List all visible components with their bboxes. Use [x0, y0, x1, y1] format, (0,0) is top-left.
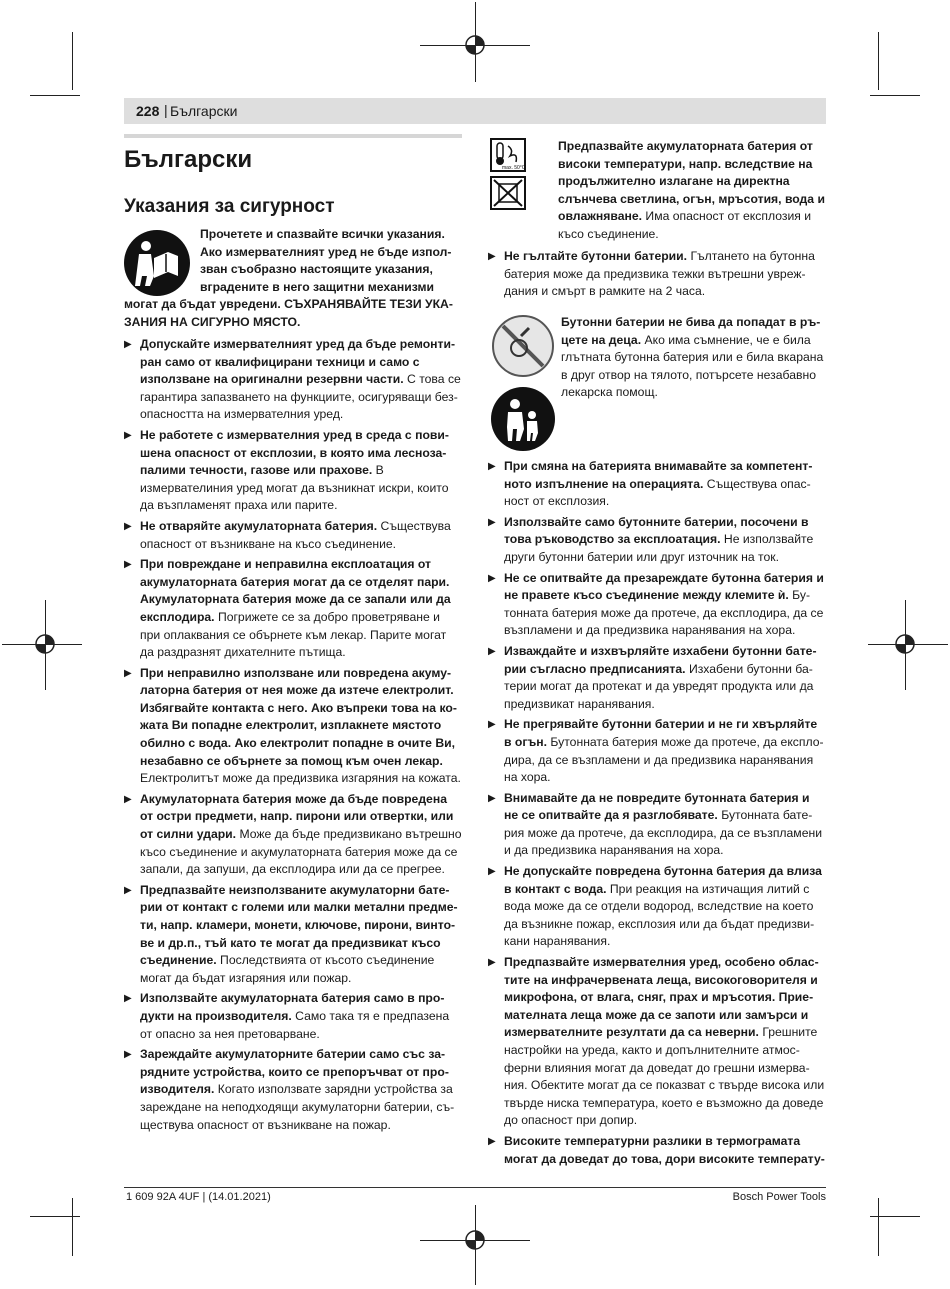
safety-item [124, 518, 462, 553]
registration-mark-icon [463, 33, 487, 57]
safety-item [124, 882, 462, 988]
intro-line: Прочетете и спазвайте всички указания. [200, 227, 445, 241]
bullet-arrow-icon: ▶ [488, 957, 496, 969]
page-header [124, 98, 826, 124]
safety-item [488, 643, 826, 713]
left-column [124, 336, 462, 1137]
bullet-arrow-icon: ▶ [124, 667, 132, 679]
heat-warning-normal: Има опасност от експлозия и късо съединение. [558, 209, 812, 241]
bullet-arrow-icon: ▶ [488, 792, 496, 804]
no-water-fire-icon [490, 176, 526, 210]
intro-line: вградените в него защитни механизми [200, 279, 435, 294]
safety-item-text: Не използвайте други бутонни батерии или друг източник на ток. [504, 532, 814, 564]
safety-item-text: В измервателиния уред могат да възникнат искри, които да възпламенят праха или парите. [140, 463, 449, 513]
safety-item-bold: Не работете с измервателния уред в среда с повишена опасност от експлозии, в която има леснозапалими течности, газове или прахове. [140, 427, 449, 478]
registration-mark-icon [893, 632, 917, 656]
bullet-arrow-icon: ▶ [488, 251, 496, 262]
safety-item-bold: Не допускайте повредена бутонна батерия да влиза в контакт с вода. [504, 864, 822, 896]
safety-item-bold: Не прегрявайте бутонни батерии и не ги хвърляйте в огън. [504, 717, 818, 749]
heat-warning-text [558, 138, 826, 244]
safety-item-text: Съществува опасност от възникване на късо съединение. [140, 518, 451, 551]
footer-rule [124, 1187, 826, 1188]
safety-item-bold: Не отваряйте акумулаторната батерия. [140, 518, 378, 533]
safety-item-text: Когато използвате зарядни устройства за зареждане на неподходящи акумулаторни батерии, съществува опасност от възникване на пожар. [140, 1082, 455, 1132]
safety-item-bold: Не се опитвайте да презареждате бутонна батерия и не правете късо съединение между клемите ѝ. [504, 570, 824, 603]
intro-warning [124, 226, 462, 332]
page-number: 228 [136, 103, 160, 119]
safety-item-bold: Предпазвайте неизползваните акумулаторни батерии от контакт с големи или малки метални предмети, напр. кламери, монети, ключове, пирони, винтове и др.п., тъй като те могат да предизвикат късо съединение. [140, 882, 458, 968]
safety-item-text: Бутонната батерия може да протече, да експлодира, да се възпламени и да предизвика наранявания на хора. [504, 734, 824, 785]
section-title: Указания за сигурност [124, 196, 335, 217]
safety-item-text: Само така тя е предпазена от опасно за нея претоварване. [140, 1008, 450, 1041]
safety-item-text: При реакция на изтичащия литий с вода може да се отдели водород, вследствие на което да възникне пожар, експлозия или да бъдат предизвикани наранявания. [504, 881, 815, 949]
safety-item-bold: Високите температурни разлики в термограмата могат да доведат до това, дори високите температу- [504, 1133, 825, 1166]
safety-item [124, 665, 462, 788]
registration-mark-icon [463, 1228, 487, 1252]
safety-item-bold: При повреждане и неправилна експлоатация от акумулаторната батерия могат да се отделят пари. Акумулаторната батерия може да се запали или да експлодира. [140, 557, 451, 624]
heat-warning-bold: Предпазвайте акумулаторната батерия от високи температури, напр. вследствие на продължително излагане на директна слънчева светлина, огън, мръсотия, вода и овлажняване. [558, 139, 825, 224]
swallow-normal: Гълтането на бутонна батерия може да предизвика тежки вътрешни увреждания и смърт в рамките на 2 часа. [504, 249, 815, 299]
safety-item-text: Погрижете се за добро проветряване и при оплаквания се обърнете към лекар. Парите могат да раздразнят дихателните пътища. [140, 609, 447, 660]
crop-mark [72, 32, 73, 90]
safety-item-text: С това се гарантира запазването на функциите, осигуряващи безопасността на измервателния уред. [140, 372, 461, 422]
safety-item-bold: При смяна на батерията внимавайте за компетентното изпълнение на операцията. [504, 459, 813, 491]
safety-item [488, 514, 826, 567]
intro-line: могат да бъдат увредени. СЪХРАНЯВАЙТЕ ТЕЗИ УКА- [124, 297, 453, 312]
safety-item-text: Грешните настройки на уреда, както и допълнителните атмосферни влияния могат да доведат до грешни измервания. Обектите могат да се показват с твърде висока или твърде ниска температура, което е възможно да доведе до опасност при допир. [504, 1025, 825, 1128]
bullet-arrow-icon: ▶ [488, 1135, 496, 1147]
safety-item [124, 1046, 462, 1134]
intro-line: ЗАНИЯ НА СИГУРНО МЯСТО. [124, 314, 301, 329]
safety-item-bold: Използвайте само бутонните батерии, посочени в това ръководство за експлоатация. [504, 514, 809, 547]
safety-item [488, 863, 826, 951]
bullet-arrow-icon: ▶ [124, 993, 132, 1005]
intro-line: зван съобразно настоящите указания, [200, 262, 433, 277]
safety-item-bold: Акумулаторната батерия може да бъде повредена от остри предмети, напр. пирони или отвертки, или от силни удари. [140, 791, 454, 842]
crop-mark [870, 1216, 920, 1217]
safety-item-text: Може да бъде предизвикано вътрешно късо съединение и акумулаторната батерия може да се запали, да запуши, да експлодира или да се прегрее. [140, 827, 462, 877]
keep-away-children-icon [491, 387, 555, 451]
safety-item [488, 570, 826, 640]
heat-icon-label: max. 50°C [502, 165, 526, 171]
safety-item [124, 990, 462, 1043]
bullet-arrow-icon: ▶ [488, 719, 496, 731]
bullet-arrow-icon: ▶ [488, 645, 496, 657]
safety-item [488, 458, 826, 511]
children-normal: Ако има съмнение, че е била глътната бутонна батерия или е била вкарана в друг отвор на тялото, потърсете незабавно лекарска помощ. [561, 332, 824, 400]
safety-item-text: Съществува опасност от експлозия. [504, 476, 811, 509]
safety-item-bold: Внимавайте да не повредите бутонната батерия и не се опитвайте да я разглобявате. [504, 790, 810, 823]
bullet-arrow-icon: ▶ [488, 516, 496, 528]
footer-brand: Bosch Power Tools [732, 1191, 826, 1203]
registration-mark-icon [33, 632, 57, 656]
safety-item-bold: При неправилно използване или повредена акумулаторна батерия от нея може да изтече електролит. Избягвайте контакта с него. Ако въпреки това на кожата Ви попадне електролит, изплакнете мястото обилно с вода. Ако електролит попадне в очите Ви, незабавно се обърнете за помощ към очен лекар. [140, 665, 457, 768]
bullet-arrow-icon: ▶ [124, 429, 132, 441]
safety-item [488, 954, 826, 1130]
crop-mark [72, 1198, 73, 1256]
safety-item-text: Електролитът може да предизвика изгаряния на кожата. [140, 771, 461, 786]
bullet-arrow-icon: ▶ [124, 793, 132, 805]
children-bold: Бутонни батерии не бива да попадат в ръцете на деца. [561, 315, 821, 347]
bullet-arrow-icon: ▶ [488, 866, 496, 878]
crop-mark [870, 95, 920, 96]
safety-item-text: Бутонната батерия може да протече, да експлодира, да се възпламени и да предизвика наранявания на хора. [504, 588, 824, 638]
header-language: Български [170, 103, 238, 119]
page-title: Български [124, 146, 253, 173]
crop-mark [878, 32, 879, 90]
safety-item-text: Изхабени бутонни батерии могат да протекат и да увредят продукта или да предизвикат наранявания. [504, 661, 814, 711]
no-swallow-battery-icon [491, 314, 555, 378]
safety-item-bold: Предпазвайте измервателния уред, особено областите на инфрачервената леща, високоговорителя и микрофона, от влага, сняг, прах и мръсотия. Приемателната леща може да се запоти или замърси и измервателните резултати да са неверни. [504, 955, 819, 1040]
safety-item-bold: Допускайте измервателният уред да бъде ремонтиран само от квалифицирани техници и само с използване на оригинални резервни части. [140, 337, 456, 387]
safety-item-bold: Използвайте акумулаторната батерия само в продукти на производителя. [140, 991, 445, 1023]
safety-item [488, 716, 826, 786]
safety-item [124, 556, 462, 662]
safety-item-text: Бутонната батерия може да протече, да експлодира, да се възпламени и да предизвика наранявания на хора. [504, 808, 823, 858]
bullet-arrow-icon: ▶ [124, 1049, 132, 1061]
safety-item [124, 791, 462, 879]
footer-doc-number: 1 609 92A 4UF | (14.01.2021) [126, 1191, 271, 1203]
intro-line: Ако измервателният уред не бъде изпол- [200, 244, 452, 259]
safety-item [124, 336, 462, 424]
safety-item-text: Последствията от късото съединение могат да бъдат изгаряния или пожар. [140, 953, 435, 985]
bullet-arrow-icon: ▶ [488, 572, 496, 584]
swallow-bold: Не гълтайте бутонни батерии. [504, 249, 688, 263]
crop-mark [30, 95, 80, 96]
swallow-item [488, 248, 826, 304]
right-column [488, 458, 826, 1171]
bullet-arrow-icon: ▶ [124, 884, 132, 896]
safety-item-bold: Зареждайте акумулаторните батерии само със зарядните устройства, които се препоръчват от производителя. [140, 1047, 449, 1097]
heat-warning-icon [490, 138, 526, 172]
bullet-arrow-icon: ▶ [124, 520, 132, 532]
bullet-arrow-icon: ▶ [124, 559, 132, 571]
safety-item [488, 1133, 826, 1168]
header-separator: | [164, 102, 168, 118]
safety-item [488, 790, 826, 860]
safety-item [124, 427, 462, 515]
safety-item-bold: Изваждайте и изхвърляйте изхабени бутонни батерии съгласно предписанията. [504, 643, 817, 676]
column-rule [124, 134, 462, 138]
bullet-arrow-icon: ▶ [488, 461, 496, 472]
crop-mark [30, 1216, 80, 1217]
crop-mark [878, 1198, 879, 1256]
bullet-arrow-icon: ▶ [124, 339, 132, 350]
children-warning-text [561, 314, 826, 402]
